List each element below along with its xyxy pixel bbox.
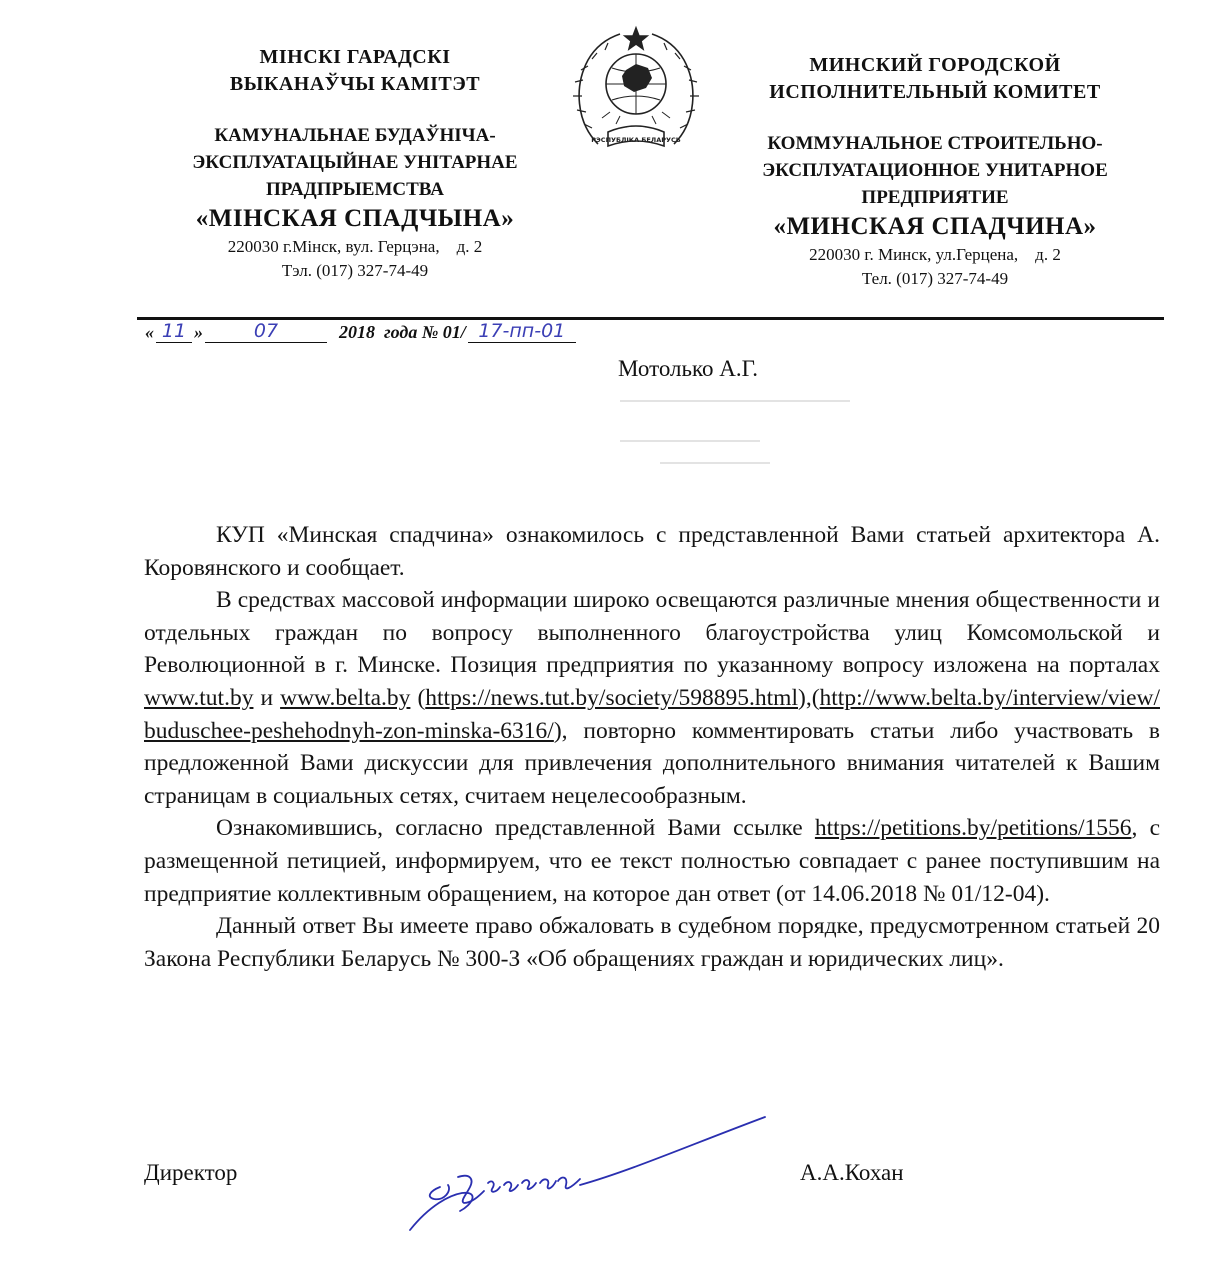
- enterprise-line-3: ПРЕДПРИЯТИЕ: [861, 187, 1009, 208]
- link-petition[interactable]: https://petitions.by/petitions/1556: [814, 815, 1132, 842]
- paragraph-4: Данный ответ Вы имеете право обжаловать в судебном порядке, предусмотренном статьей 20 Закона Республики Беларусь № 300-З «Об обращениях граждан и юридических лиц».: [144, 913, 1160, 972]
- signatory-title: Директор: [144, 1160, 238, 1185]
- letter-body: [144, 519, 1160, 975]
- link-belta-article[interactable]: http://www.belta.by/interview/view/buduschee-peshehodnyh-zon-minska-6316/: [144, 684, 1160, 744]
- enterprise-line-2: ЭКСПЛУАТАЦИОННОЕ УНИТАРНОЕ: [762, 160, 1108, 181]
- enterprise-name: «МИНСКАЯ СПАДЧИНА»: [773, 213, 1097, 240]
- link-tut[interactable]: www.tut.by: [144, 684, 254, 711]
- paragraph-2: В средствах массовой информации широко освещаются различные мнения общественности и отдельных граждан по вопросу выполненного благоустройства улиц Комсомольской и Революционной в г. Минске. Позиция предприятия по указанному вопросу изложена на порталах www.tut.by и www.belta.by (https://news.tut.by/society/598895.html),(http://www.belta.by/interview/view/buduschee-peshehodnyh-zon-minska-6316/), повторно комментировать статьи либо участвовать в предложенной Вами дискуссии для привлечения дополнительного внимания читателей к Вашим страницам в социальных сетях, считаем нецелесообразным.: [144, 587, 1160, 809]
- enterprise-line-1: КАМУНАЛЬНАЕ БУДАЎНІЧА-: [214, 125, 496, 146]
- date-year-text: 2018 года № 01/: [339, 322, 466, 342]
- dateline: [145, 320, 576, 343]
- date-day: 11: [156, 320, 192, 343]
- redacted-line: [620, 400, 850, 402]
- address: 220030 г.Мінск, вул. Герцэна, д. 2: [227, 237, 483, 256]
- link-belta[interactable]: www.belta.by: [280, 684, 411, 711]
- org-line-2: ВЫКАНАЎЧЫ КАМІТЭТ: [229, 73, 481, 95]
- paragraph-3: Ознакомившись, согласно представленной Вами ссылке https://petitions.by/petitions/1556, с размещенной петицией, информируем, что ее текст полностью совпадает с ранее поступившим на предприятие коллективным обращением, на которое дан ответ (от 14.06.2018 № 01/12-04).: [144, 815, 1161, 907]
- paragraph-1: КУП «Минская спадчина» ознакомилось с представленной Вами статьей архитектора А. Коровянского и сообщает.: [144, 522, 1160, 581]
- org-line-1: МІНСКІ ГАРАДСКІ: [259, 46, 451, 68]
- enterprise-line-2: ЭКСПЛУАТАЦЫЙНАЕ УНІТАРНАЕ: [192, 152, 518, 173]
- header-left: [150, 44, 560, 283]
- link-tut-article[interactable]: https://news.tut.by/society/598895.html: [425, 684, 798, 711]
- open-quote: «: [145, 322, 154, 342]
- org-line-2: ИСПОЛНИТЕЛЬНЫЙ КОМИТЕТ: [769, 81, 1101, 103]
- phone: Тел. (017) 327-74-49: [861, 269, 1009, 288]
- enterprise-name: «МІНСКАЯ СПАДЧЫНА»: [195, 205, 515, 232]
- header-right: [732, 52, 1138, 291]
- signatory-name: А.А.Кохан: [800, 1160, 904, 1185]
- handwritten-signature-icon: [400, 1105, 780, 1245]
- enterprise-line-3: ПРАДПРЫЕМСТВА: [266, 179, 444, 200]
- redacted-line: [660, 462, 770, 464]
- address: 220030 г. Минск, ул.Герцена, д. 2: [809, 245, 1061, 264]
- redacted-line: [620, 440, 760, 442]
- phone: Тэл. (017) 327-74-49: [281, 261, 429, 280]
- org-line-1: МИНСКИЙ ГОРОДСКОЙ: [809, 54, 1061, 76]
- recipient-name: Мотолько А.Г.: [618, 356, 759, 381]
- date-month: 07: [205, 320, 327, 343]
- outgoing-number: 17-пп-01: [468, 320, 576, 343]
- emblem-ribbon-text: РЭСПУБЛІКА БЕЛАРУСЬ: [591, 136, 681, 144]
- state-emblem-icon: [570, 24, 702, 158]
- close-quote: »: [194, 322, 203, 342]
- enterprise-line-1: КОММУНАЛЬНОЕ СТРОИТЕЛЬНО-: [767, 133, 1103, 154]
